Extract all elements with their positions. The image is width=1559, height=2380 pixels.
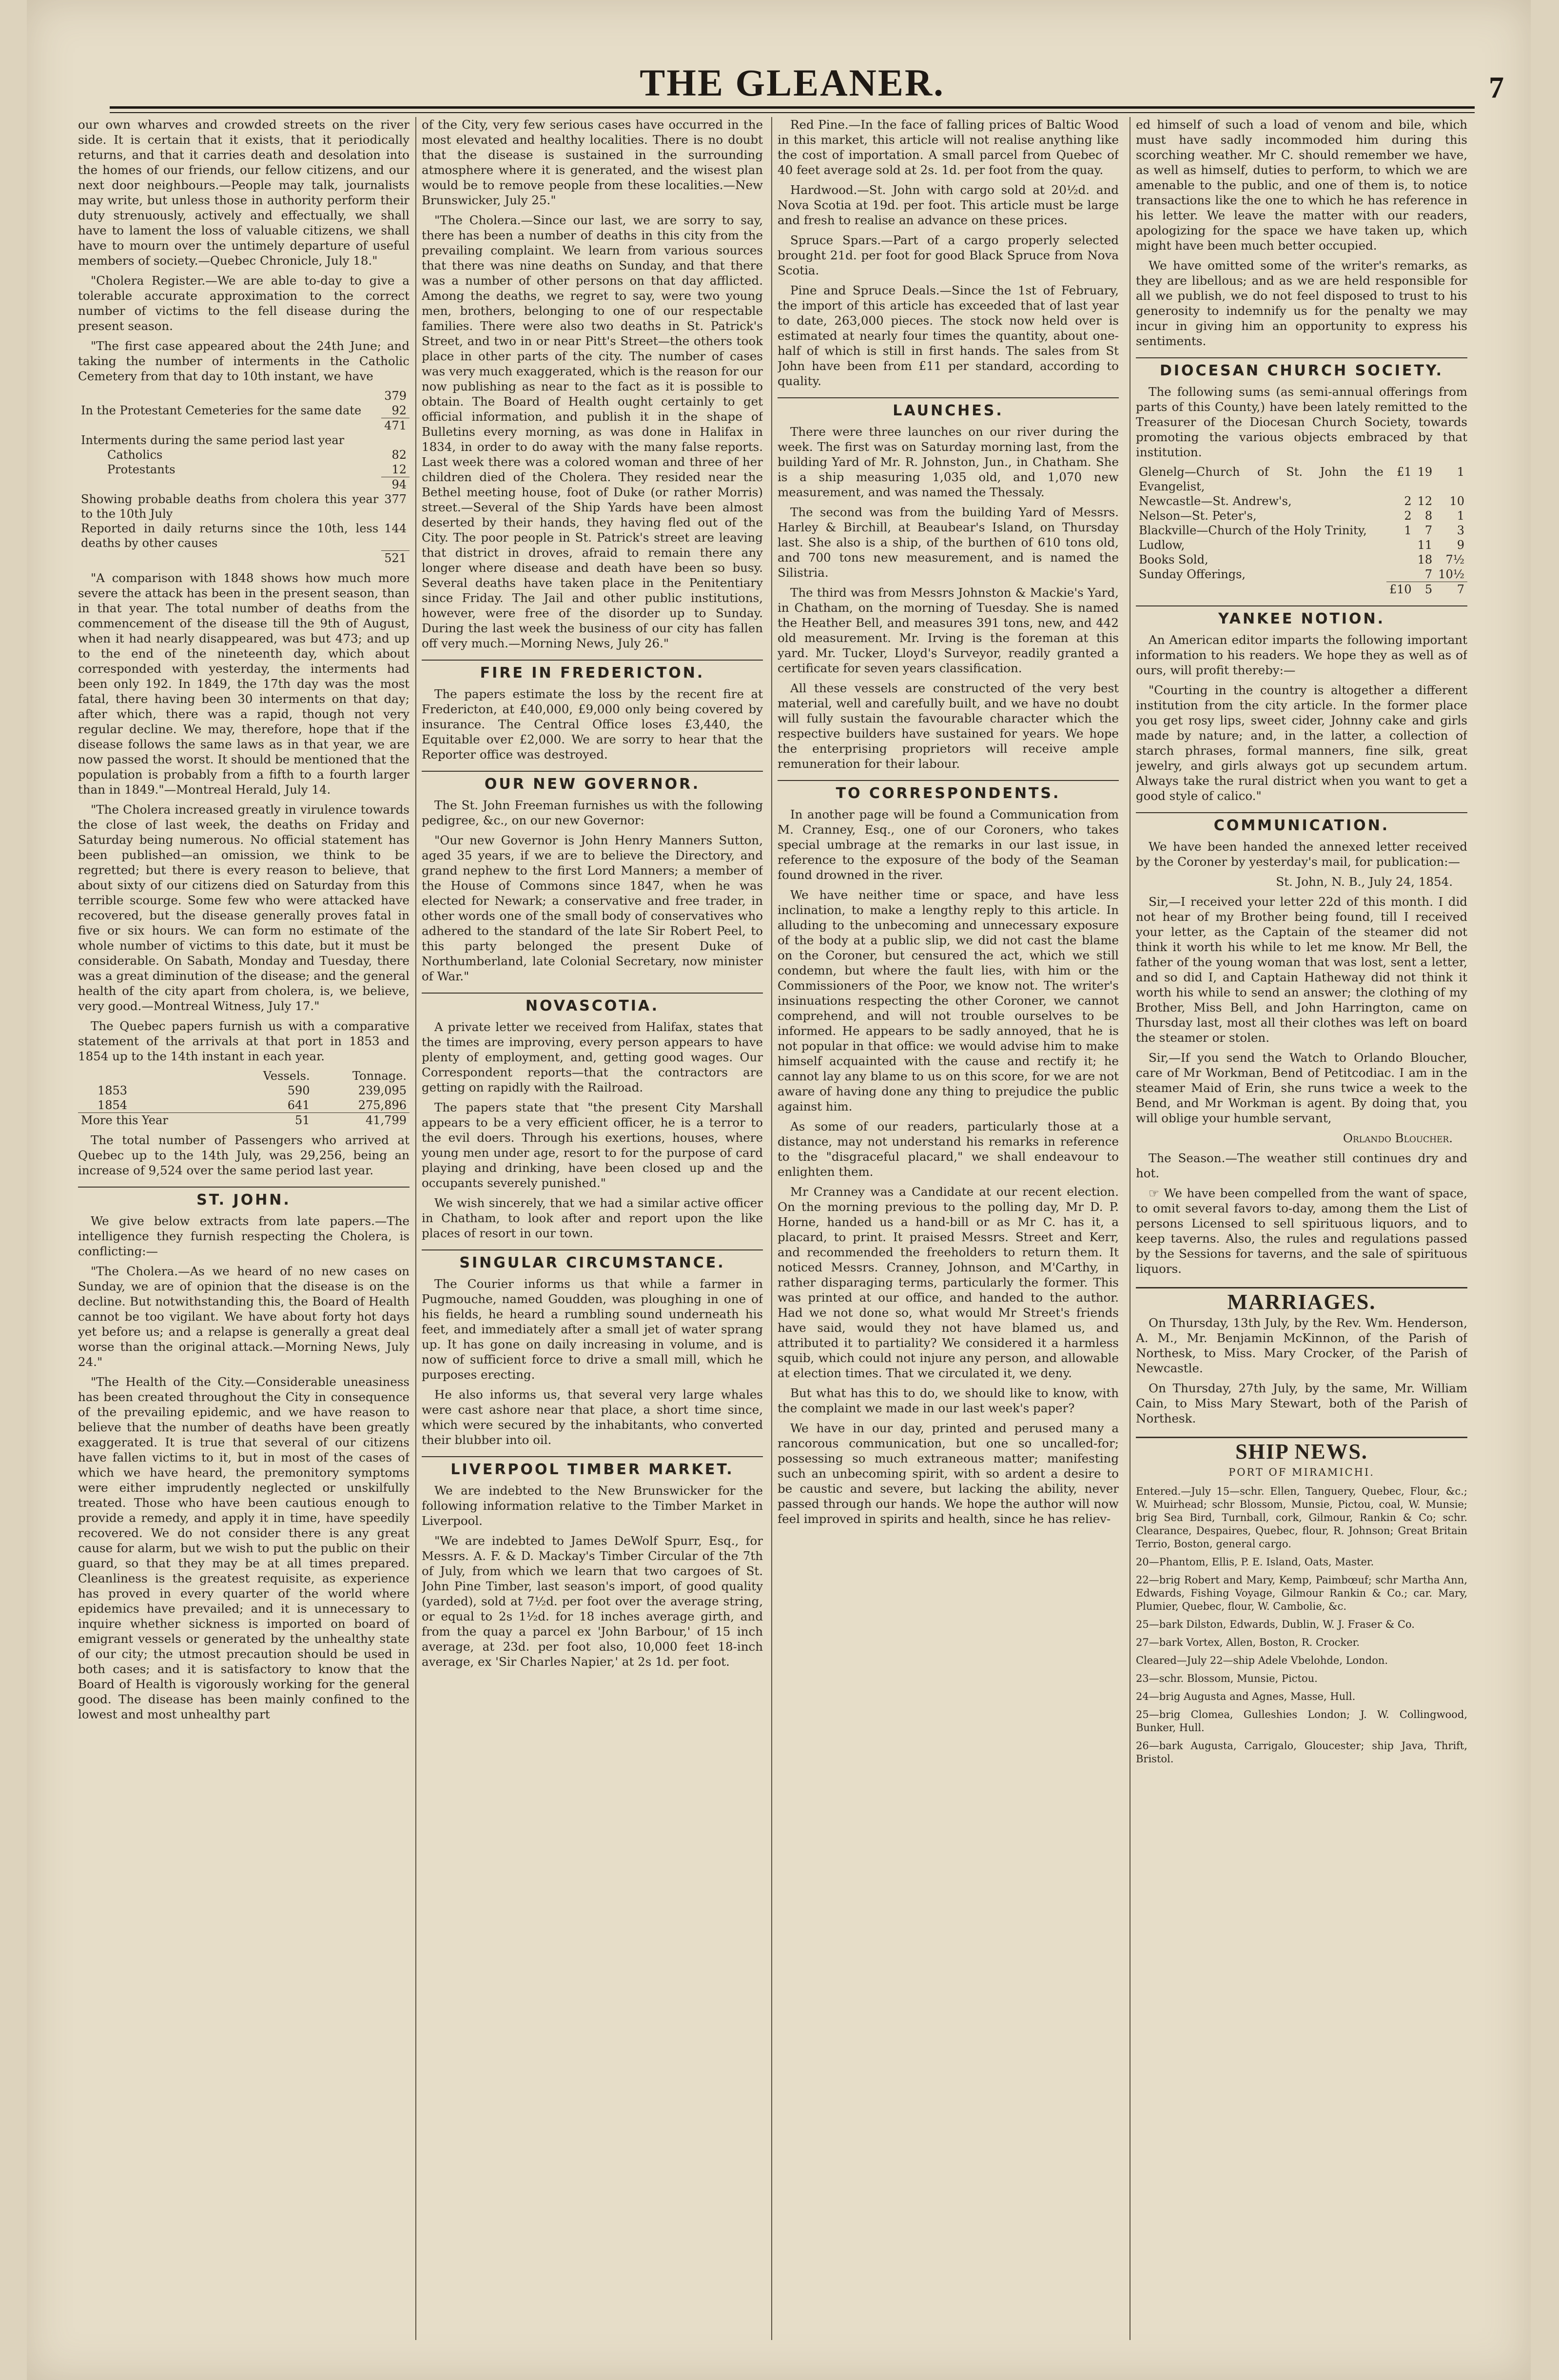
table-cell: 82 xyxy=(391,448,407,462)
article-paragraph: The second was from the building Yard of Messrs. Harley & Birchill, at Beaubear's Island, on Thursday last. She also is a ship, of the burthen of 610 tons old, and 700 tons new measurement, and is named the Silistria. xyxy=(778,505,1119,580)
column-rule xyxy=(415,117,416,2340)
table-cell: 9 xyxy=(1457,538,1464,552)
table-cell: 239,095 xyxy=(358,1083,407,1097)
article-paragraph: Red Pine.—In the face of falling prices of Baltic Wood in this market, this article will not realise anything like the cost of importation. A small parcel from Quebec of 40 feet average sold at 2s. 1d. per foot from the quay. xyxy=(778,117,1119,177)
table-cell: 379 xyxy=(384,389,407,403)
table-cell: Ludlow, xyxy=(1139,538,1185,552)
column-rule xyxy=(771,117,772,2340)
table-row xyxy=(78,492,409,521)
table-row xyxy=(1136,538,1467,552)
article-paragraph: The St. John Freeman furnishes us with the following pedigree, &c., on our new Governor: xyxy=(422,798,763,827)
article-paragraph: On Thursday, 13th July, by the Rev. Wm. Henderson, A. M., Mr. Benjamin McKinnon, of the Parish of Northesk, to Miss. Mary Crocker, of the Parish of Newcastle. xyxy=(1136,1316,1467,1375)
section-heading: OUR NEW GOVERNOR. xyxy=(422,771,763,792)
article-paragraph: Sir,—If you send the Watch to Orlando Bloucher, care of Mr Workman, Bend of Petitcodiac. I am in the steamer Maid of Erin, she runs twice a week to the Bend, and Mr Workman is agent. By doing that, you will oblige your humble servant, xyxy=(1136,1051,1467,1125)
ship-entry: 20—Phantom, Ellis, P. E. Island, Oats, Master. xyxy=(1136,1556,1374,1568)
article-paragraph: ed himself of such a load of venom and bile, which must have sadly incommoded him during this scorching weather. Mr C. should remember we have, as well as himself, duties to perform, to which we are amenable to the public, and one of them is, to notice transactions like the one to which he has reference in his letter. We leave the matter with our readers, apologizing for the space we have taken up, which might have been much better occupied. xyxy=(1136,117,1467,253)
article-paragraph: An American editor imparts the following important information to his readers. We hope they as well as of ours, will profit thereby:— xyxy=(1136,633,1467,677)
table-cell: 7 xyxy=(1424,567,1433,581)
table-cell: 41,799 xyxy=(313,1112,409,1128)
section-heading: LAUNCHES. xyxy=(778,397,1119,418)
article-paragraph: The Courier informs us that while a farmer in Pugmouche, named Goudden, was ploughing in one of his fields, he heard a rumbling sound underneath his feet, and immediately after a small jet of water sprang up. It has gone on daily increasing in volume, and is now of sufficient force to drive a small mill, which he purposes erecting. xyxy=(422,1277,763,1382)
article-paragraph: He also informs us, that several very large whales were cast ashore near that place, a short time since, which were secured by the inhabitants, who converted their blubber into oil. xyxy=(422,1387,763,1447)
ship-entry: 26—bark Augusta, Carrigalo, Gloucester; ship Java, Thrift, Bristol. xyxy=(1136,1740,1467,1765)
article-paragraph: The third was from Messrs Johnston & Mackie's Yard, in Chatham, on the morning of Tuesday. She is named the Heather Bell, and measures 391 tons, new, and 442 old measurement. Mr. Irving is the foreman at this yard. Mr. Tucker, Lloyd's Surveyor, readily granted a certificate for seven years classification. xyxy=(778,585,1119,675)
article-paragraph: of the City, very few serious cases have occurred in the most elevated and healthy localities. There is no doubt that the disease is sustained in the surrounding atmosphere where it is generated, and the wisest plan would be to remove people from these localities.—New Brunswicker, July 25." xyxy=(422,117,763,207)
table-cell: 471 xyxy=(381,418,409,433)
table-cell: In the Protestant Cemeteries for the same date xyxy=(81,404,362,417)
table-cell: 1 xyxy=(1457,465,1464,479)
table-row xyxy=(78,550,409,566)
table-cell xyxy=(78,389,381,403)
ship-entry: Cleared—July 22—ship Adele Vbelohde, London. xyxy=(1136,1655,1388,1666)
table-header: Vessels. xyxy=(263,1069,310,1083)
ship-entry: 22—brig Robert and Mary, Kemp, Paimbœuf; schr Martha Ann, Edwards, Fishing Voyage, Gilmour Rankin & Co.; car. Mary, Plumier, Quebec, flour, W. Cambolie, &c. xyxy=(1136,1574,1467,1612)
column-1 xyxy=(78,117,409,2340)
table-cell: 92 xyxy=(391,404,407,417)
table-cell: 19 xyxy=(1417,465,1433,479)
section-heading: ST. JOHN. xyxy=(78,1187,409,1208)
article-paragraph: But what has this to do, we should like to know, with the complaint we made in our last week's paper? xyxy=(778,1386,1119,1415)
table-cell: Interments during the same period last year xyxy=(81,433,345,447)
column-2 xyxy=(422,117,763,2340)
newspaper-title: THE GLEANER. xyxy=(640,61,945,104)
article-paragraph: Spruce Spars.—Part of a cargo properly selected brought 21d. per foot for good Black Spruce from Nova Scotia. xyxy=(778,233,1119,277)
table-cell xyxy=(1386,538,1415,552)
section-heading: TO CORRESPONDENTS. xyxy=(778,780,1119,801)
table-cell: Blackville—Church of the Holy Trinity, xyxy=(1139,524,1367,537)
article-paragraph: "We are indebted to James DeWolf Spurr, Esq., for Messrs. A. F. & D. Mackay's Timber Circular of the 7th of July, from which we learn that two cargoes of St. John Pine Timber, last season's import, of good quality (yarded), sold at 7½d. per foot over the average string, or equal to 2s 1½d. for 18 inches average girth, and from the quay a parcel ex 'John Barbour,' of 15 inch average, at 23d. per foot also, 10,000 feet 18-inch average, ex 'Sir Charles Napier,' at 2s 1d. per foot. xyxy=(422,1534,763,1669)
table-row xyxy=(1136,552,1467,567)
article-paragraph: Sir,—I received your letter 22d of this month. I did not hear of my Brother being found, till I received your letter, as the Captain of the steamer did not think it worth his while to let me know. Mr Bell, the father of the young woman that was lost, sent a letter, and so did I, and Captain Hatheway did not think it worth his while to send an answer; the clothing of my Brother, Miss Bell, and John Harrington, came on Thursday last, most all their clothes was left on board the steamer or stolen. xyxy=(1136,895,1467,1045)
cholera-statistics-table xyxy=(78,389,409,566)
section-heading: SINGULAR CIRCUMSTANCE. xyxy=(422,1249,763,1270)
article-paragraph: "The Cholera increased greatly in virulence towards the close of last week, the deaths on Friday and Saturday being numerous. No official statement has been published—an omission, we think to be regretted; but there is every reason to believe, that about sixty of our citizens died on Saturday from this terrible scourge. Some few who were attacked have recovered, but the disease generally proves fatal in five or six hours. We can form no estimate of the whole number of victims to this date, but it must be considerable. On Sabath, Monday and Tuesday, there was a great diminution of the disease; and the general health of the city apart from cholera, is, we believe, very good.—Montreal Witness, July 17." xyxy=(78,802,409,1013)
table-cell: 8 xyxy=(1424,509,1433,523)
article-paragraph: ☞ We have been compelled from the want of space, to omit several favors to-day, among them the List of persons Licensed to sell spirituous liquors, and to keep taverns. Also, the rules and regulations passed by the Sessions for taverns, and the sale of spirituous liquors. xyxy=(1136,1186,1467,1276)
table-row xyxy=(78,1083,409,1098)
table-cell: 10 xyxy=(1449,494,1464,508)
masthead-rule xyxy=(110,106,1475,113)
ship-entry: 27—bark Vortex, Allen, Boston, R. Crocker. xyxy=(1136,1637,1360,1648)
section-heading: LIVERPOOL TIMBER MARKET. xyxy=(422,1456,763,1477)
letter-signature: Orlando Bloucher. xyxy=(1343,1131,1453,1145)
section-heading: COMMUNICATION. xyxy=(1136,812,1467,833)
article-paragraph: The Season.—The weather still continues dry and hot. xyxy=(1136,1151,1467,1180)
article-paragraph: "A comparison with 1848 shows how much more severe the attack has been in the present season, than in that year. The total number of deaths from the commencement of the disease till the 9th of August, when it had nearly disappeared, was but 473; and up to the end of the nineteenth day, which about corresponded with yesterday, the interments had been only 192. In 1849, the 17th day was the most fatal, there having been 30 interments on that day; after which, there was a rapid, though not very regular decline. We may, therefore, hope that if the disease follows the same laws as in that year, we are now passed the worst. It should be mentioned that the population is probably from a fifth to a fourth larger than in 1849."—Montreal Herald, July 14. xyxy=(78,570,409,797)
table-cell: 590 xyxy=(287,1083,310,1097)
page-number: 7 xyxy=(1489,71,1504,104)
table-cell: 3 xyxy=(1457,524,1464,537)
table-cell: 94 xyxy=(381,477,409,492)
offerings-table xyxy=(1136,465,1467,597)
table-cell: 10½ xyxy=(1438,567,1464,581)
article-paragraph: As some of our readers, particularly those at a distance, may not understand his remarks in reference to the "disgraceful placard," we shall endeavour to enlighten them. xyxy=(778,1119,1119,1179)
ship-entry: 24—brig Augusta and Agnes, Masse, Hull. xyxy=(1136,1691,1356,1702)
table-cell: 7 xyxy=(1435,582,1467,597)
article-paragraph: We have been handed the annexed letter received by the Coroner by yesterday's mail, for publication:— xyxy=(1136,839,1467,869)
masthead xyxy=(110,59,1475,107)
section-heading: SHIP NEWS. xyxy=(1136,1437,1467,1459)
table-row xyxy=(78,418,409,433)
table-cell: 1853 xyxy=(97,1083,128,1097)
letter-dateline: St. John, N. B., July 24, 1854. xyxy=(1276,875,1453,889)
article-paragraph: The papers estimate the loss by the recent fire at Fredericton, at £40,000, £9,000 only being covered by insurance. The Central Office loses £3,440, the Equitable over £2,000. We are sorry to hear that the Reporter office was destroyed. xyxy=(422,687,763,761)
table-cell: Newcastle—St. Andrew's, xyxy=(1139,494,1292,508)
arrivals-table xyxy=(78,1069,409,1128)
table-cell: £10 xyxy=(1386,582,1415,597)
article-paragraph: "Our new Governor is John Henry Manners Sutton, aged 35 years, if we are to believe the Directory, and grand nephew to the first Lord Manners; a member of the House of Commons since 1847, when he was elected for Newark; a conservative and free trader, in other words one of the small body of conservatives who adhered to the standard of the late Sir Robert Peel, to this party belonged the present Duke of Northumberland, late Colonial Secretary, now minister of War." xyxy=(422,833,763,983)
port-subheading: PORT OF MIRAMICHI. xyxy=(1228,1466,1375,1478)
article-paragraph: We are indebted to the New Brunswicker for the following information relative to the Timber Market in Liverpool. xyxy=(422,1483,763,1528)
ship-entry: 23—schr. Blossom, Munsie, Pictou. xyxy=(1136,1673,1318,1684)
table-row xyxy=(78,1069,409,1083)
article-paragraph: In another page will be found a Communication from M. Cranney, Esq., one of our Coroners, who takes special umbrage at the remarks in our last issue, in reference to the exposure of the body of the Seaman found drowned in the river. xyxy=(778,807,1119,882)
column-4 xyxy=(1136,117,1467,2340)
table-cell: 377 xyxy=(384,492,407,506)
section-heading: NOVASCOTIA. xyxy=(422,993,763,1014)
table-row xyxy=(1136,567,1467,582)
article-paragraph: We have omitted some of the writer's remarks, as they are libellous; and as we are held responsible for all we publish, we do not feel disposed to trust to his generosity to indemnify us for the penalty we may incur in giving him an opportunity to express his sentiments. xyxy=(1136,258,1467,348)
article-paragraph: "The first case appeared about the 24th June; and taking the number of interments in the Catholic Cemetery from that day to 10th instant, we have xyxy=(78,339,409,383)
table-cell: 2 xyxy=(1404,509,1412,523)
table-row xyxy=(78,1098,409,1113)
article-paragraph: "The Cholera.—Since our last, we are sorry to say, there has been a number of deaths in this city from the prevailing complaint. We learn from various sources that there was nine deaths on Sunday, and that there was a number of other persons on that day afflicted. Among the deaths, we regret to say, were two young men, brothers, belonging to one of our respectable families. There were also two deaths in St. Patrick's Street, and two in or near Pitt's Street—the others took place in other parts of the city. The number of cases was very much exaggerated, which is the reason for our now publishing as near to the fact as it is possible to obtain. The Board of Health ought certainly to get official information, and publish it in the shape of Bulletins every morning, as was done in Halifax in 1834, in order to do away with the many false reports. Last week there was a colored woman and three of her children died of the Cholera. They resided near the Bethel meeting house, foot of Duke (or rather Morris) street.—Several of the Ship Yards have been almost deserted by their hands, they having fled out of the City. The poor people in St. Patrick's street are leaving that district in droves, afraid to remain there any longer where disease and death have been so busy. Several deaths have taken place in the Penitentiary since Friday. The Jail and other public institutions, however, were free of the disorder up to Sunday. During the last week the business of our city has fallen off very much.—Morning News, July 26." xyxy=(422,213,763,650)
table-cell: More this Year xyxy=(78,1112,228,1128)
section-heading: MARRIAGES. xyxy=(1136,1287,1467,1309)
table-cell: 2 xyxy=(1404,494,1412,508)
article-paragraph: "The Cholera.—As we heard of no new cases on Sunday, we are of opinion that the disease is on the decline. But notwithstanding this, the Board of Health cannot be too vigilant. We have about forty hot days yet before us; and a relapse is generally a great deal worse than the original attack.—Morning News, July 24." xyxy=(78,1264,409,1369)
table-cell: 1854 xyxy=(97,1098,128,1112)
article-paragraph: Hardwood.—St. John with cargo sold at 20½d. and Nova Scotia at 19d. per foot. This article must be large and fresh to realise an advance on these prices. xyxy=(778,183,1119,227)
article-paragraph: A private letter we received from Halifax, states that the times are improving, every person appears to have plenty of employment, and, getting good wages. Our Correspondent reports—that the contractors are getting on rapidly with the Railroad. xyxy=(422,1020,763,1094)
article-paragraph: We have neither time or space, and have less inclination, to make a lengthy reply to this article. In alluding to the unbecoming and unnecessary exposure of the body at a public slip, we did not cast the blame on the Coroner, but censured the act, which we still condemn, but where the fault lies, with him or the Commissioners of the Poor, we know not. The writer's insinuations respecting the other Coroner, we cannot comprehend, and will not trouble ourselves to be informed. He appears to be sadly annoyed, that he is not popular in that office: we would advise him to make himself acquainted with the cause and rectify it; he cannot lay any blame to us on this score, for we are not aware of having done any thing to prejudice the public against him. xyxy=(778,888,1119,1113)
table-header: Tonnage. xyxy=(352,1069,407,1083)
table-cell: £1 xyxy=(1397,465,1412,479)
article-paragraph: "Courting in the country is altogether a different institution from the city article. In the former place you get rosy lips, sweet cider, Johnny cake and girls made by nature; and, in the latter, a collection of starch phrases, formal manners, fine silk, great jewelry, and girls always got up secundem artum. Always take the rural district when you want to get a good style of calico." xyxy=(1136,683,1467,803)
table-cell: 51 xyxy=(228,1112,313,1128)
article-paragraph: The papers state that "the present City Marshall appears to be a very efficient officer, he is a terror to the evil doers. Through his exertions, houses, where young men under age, resort to for the purpose of card playing and drinking, have been closed up and the occupants severely punished." xyxy=(422,1100,763,1190)
table-cell: 1 xyxy=(1457,509,1464,523)
article-paragraph: We have in our day, printed and perused many a rancorous communication, but one so uncalled-for; possessing so much extraneous matter; manifesting such an unbecoming spirit, with so ardent a desire to be caustic and severe, but lacking the ability, never passed through our hands. We hope the author will now feel improved in spirits and health, since he has reliev- xyxy=(778,1421,1119,1526)
ship-entry: 25—brig Clomea, Gulleshies London; J. W. Collingwood, Bunker, Hull. xyxy=(1136,1709,1467,1734)
section-heading: DIOCESAN CHURCH SOCIETY. xyxy=(1136,357,1467,378)
table-cell: Showing probable deaths from cholera this year to the 10th July xyxy=(81,492,379,521)
column-3 xyxy=(778,117,1119,2340)
table-cell: 5 xyxy=(1415,582,1436,597)
table-row xyxy=(78,1112,409,1128)
section-heading: YANKEE NOTION. xyxy=(1136,605,1467,626)
table-cell xyxy=(1386,567,1415,582)
table-row xyxy=(78,462,409,477)
table-cell: 7½ xyxy=(1445,553,1464,566)
table-row xyxy=(1136,582,1467,597)
table-row xyxy=(78,389,409,403)
table-row xyxy=(78,477,409,492)
article-paragraph: There were three launches on our river during the week. The first was on Saturday morning last, from the building Yard of Mr. R. Johnston, Jun., in Chatham. She is a ship measuring 1,035 old, and 1,070 new measurement, and was named the Thessaly. xyxy=(778,425,1119,499)
table-cell: 12 xyxy=(1417,494,1433,508)
table-cell: 1 xyxy=(1404,524,1412,537)
table-cell: Nelson—St. Peter's, xyxy=(1139,509,1257,523)
article-paragraph: All these vessels are constructed of the very best material, well and carefully built, and we have no doubt will fully sustain the favourable character which the respective builders have sustained for years. We hope the enterprising proprietors will receive ample remuneration for their labour. xyxy=(778,681,1119,771)
table-cell: Books Sold, xyxy=(1139,553,1208,566)
table-cell: 11 xyxy=(1417,538,1433,552)
table-cell: 144 xyxy=(384,522,407,535)
ship-entry: Entered.—July 15—schr. Ellen, Tanguery, Quebec, Flour, &c.; W. Muirhead; schr Blossom, Munsie, Pictou, coal, W. Munsie; brig Sea Bird, Turnball, cork, Gilmour, Rankin & Co; schr. Clearance, Despaires, Quebec, flour, R. Johnson; Great Britain Terrio, Boston, general cargo. xyxy=(1136,1485,1467,1550)
section-heading: FIRE IN FREDERICTON. xyxy=(422,660,763,681)
table-cell: 641 xyxy=(287,1098,310,1112)
article-paragraph: "Cholera Register.—We are able to-day to give a tolerable accurate approximation to the correct number of victims to the fell disease during the present season. xyxy=(78,273,409,333)
article-paragraph: The Quebec papers furnish us with a comparative statement of the arrivals at that port in 1853 and 1854 up to the 14th instant in each year. xyxy=(78,1018,409,1063)
table-row xyxy=(78,448,409,462)
table-cell xyxy=(1386,552,1415,567)
article-paragraph: We wish sincerely, that we had a similar active officer in Chatham, to look after and report upon the like places of resort in our town. xyxy=(422,1196,763,1240)
table-cell: 18 xyxy=(1417,553,1433,566)
table-cell: Glenelg—Church of St. John the Evangelist, xyxy=(1139,465,1384,493)
table-row xyxy=(78,433,409,448)
table-cell: 7 xyxy=(1424,524,1433,537)
article-paragraph: The following sums (as semi-annual offerings from parts of this County,) have been lately remitted to the Treasurer of the Diocesan Church Society, towards promoting the various objects embraced by that institution. xyxy=(1136,385,1467,459)
table-row xyxy=(78,521,409,550)
table-cell: Sunday Offerings, xyxy=(1139,567,1246,581)
table-cell: Reported in daily returns since the 10th, less deaths by other causes xyxy=(81,522,379,550)
article-paragraph: Pine and Spruce Deals.—Since the 1st of February, the import of this article has exceeded that of last year to date, 263,000 pieces. The stock now held over is estimated at nearly four times the quantity, about one-half of which is still in first hands. The sales from St John have been from £11 per standard, according to quality. xyxy=(778,283,1119,388)
ship-entry: 25—bark Dilston, Edwards, Dublin, W. J. Fraser & Co. xyxy=(1136,1619,1415,1630)
table-cell: 521 xyxy=(381,550,409,566)
article-paragraph: We give below extracts from late papers.—The intelligence they furnish respecting the Cholera, is conflicting:— xyxy=(78,1213,409,1258)
table-row xyxy=(1136,465,1467,494)
table-cell: Catholics xyxy=(107,448,163,462)
table-row xyxy=(1136,494,1467,508)
table-cell: 275,896 xyxy=(358,1098,407,1112)
table-row xyxy=(1136,523,1467,538)
article-paragraph: "The Health of the City.—Considerable uneasiness has been created throughout the City in consequence of the prevailing epidemic, and we have reason to believe that the number of deaths have been greatly exaggerated. It is true that several of our citizens have fallen victims to it, but in most of the cases of which we have heard, the premonitory symptoms were either imprudently neglected or unskilfully treated. Those who have been cautious enough to provide a remedy, and apply it in time, have speedily recovered. We do not consider there is any great cause for alarm, but we wish to put the public on their guard, so that they may be at all times prepared. Cleanliness is the greatest requisite, as experience has proved in every quarter of the world where epidemics have prevailed; and it is unnecessary to inquire whether sickness is imported on board of emigrant vessels or generated by the unhealthy state of our city; the utmost precaution should be used in both cases; and it is satisfactory to know that the Board of Health is vigorously working for the general good. The disease has been mainly confined to the lowest and most unhealthy part xyxy=(78,1374,409,1721)
article-paragraph: On Thursday, 27th July, by the same, Mr. William Cain, to Miss Mary Stewart, both of the Parish of Northesk. xyxy=(1136,1381,1467,1425)
article-paragraph: our own wharves and crowded streets on the river side. It is certain that it exists, that it periodically returns, and that it carries death and desolation into the homes of our friends, our fellow citizens, and our next door neighbours.—People may talk, journalists may write, but unless those in authority perform their duty strenuously, actively and effectually, we shall have to lament the loss of valuable citizens, we shall have to mourn over the untimely departure of useful members of society.—Quebec Chronicle, July 18." xyxy=(78,117,409,268)
table-cell: 12 xyxy=(391,463,407,476)
table-row xyxy=(1136,508,1467,523)
article-paragraph: Mr Cranney was a Candidate at our recent election. On the morning previous to the polling day, Mr D. P. Horne, handed us a hand-bill or as Mr C. has it, a placard, to print. It praised Messrs. Street and Kerr, and recommended the freeholders to return them. It noticed Messrs. Cranney, Johnson, and M'Carthy, in rather disparaging terms, particularly the former. This was printed at our office, and handed to the author. Had we not done so, what would Mr Street's friends have said, would they not have blamed us, and attributed it to partiality? We considered it a harmless squib, which could not injure any person, and allowable at election times. That we circulated it, we deny. xyxy=(778,1185,1119,1380)
table-row xyxy=(78,403,409,418)
article-paragraph: The total number of Passengers who arrived at Quebec up to the 14th July, was 29,256, being an increase of 9,524 over the same period last year. xyxy=(78,1132,409,1177)
table-cell: Protestants xyxy=(107,463,175,476)
